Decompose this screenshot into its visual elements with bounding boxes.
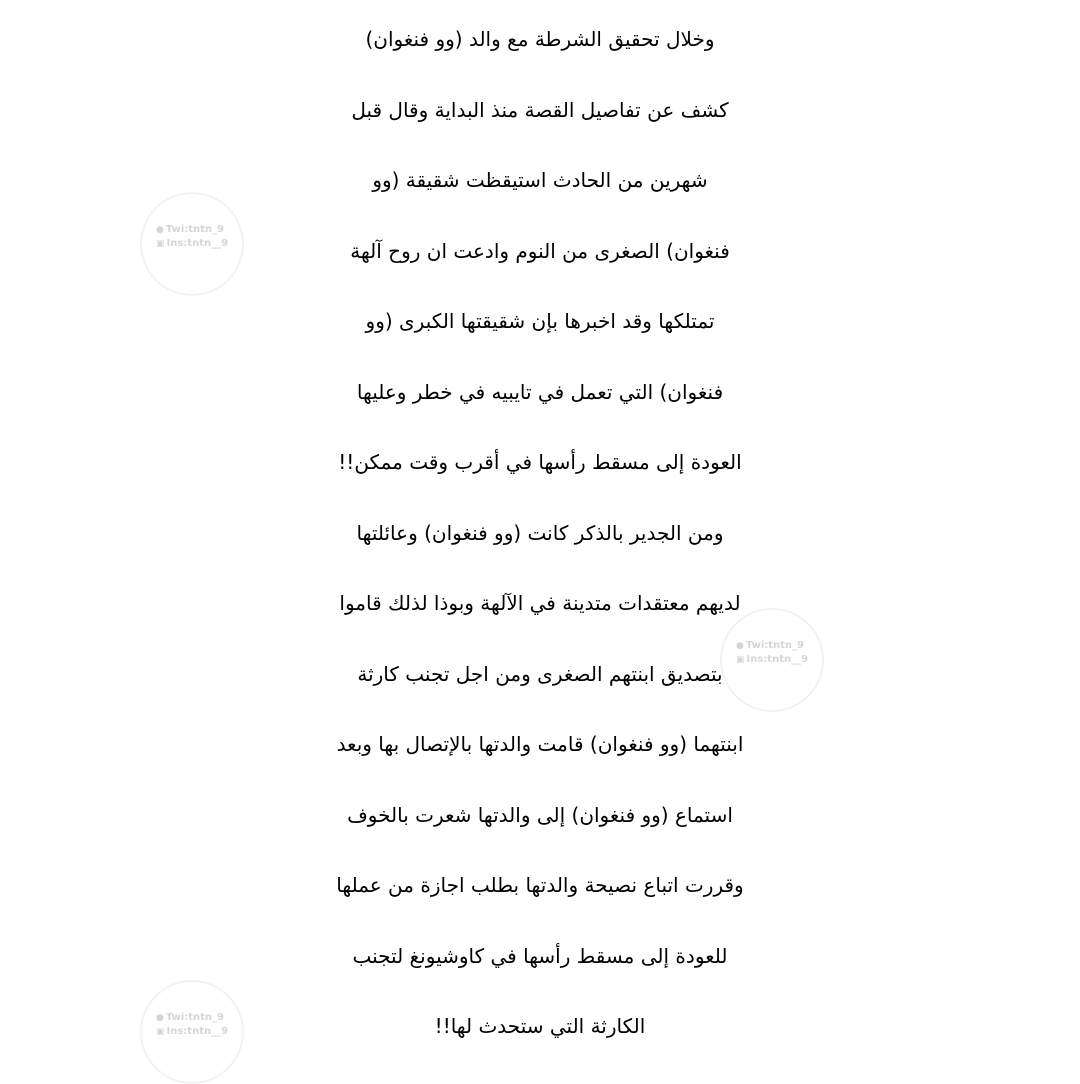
text-line: تمتلكها وقد اخبرها بإن شقيقتها الكبرى (وو [365,309,715,333]
text-line: للعودة إلى مسقط رأسها في كاوشيونغ لتجنب [352,943,728,968]
text-line: استماع (وو فنغوان) إلى والدتها شعرت بالخوف [347,802,733,827]
watermark-twitter-handle: Twi:tntn_9 [745,640,805,651]
instagram-icon: ▣ [736,655,745,665]
watermark-twitter-handle: Twi:tntn_9 [165,1012,225,1023]
watermark-twitter-handle: Twi:tntn_9 [165,224,225,235]
instagram-icon: ▣ [156,239,165,249]
text-line: ومن الجدير بالذكر كانت (وو فنغوان) وعائلتها [356,520,724,545]
twitter-bird-icon: ● [736,641,744,651]
text-line: وخلال تحقيق الشرطة مع والد (وو فنغوان) [365,27,715,51]
watermark-instagram-handle: Ins:tntn__9 [166,238,229,249]
watermark-instagram-handle: Ins:tntn__9 [746,654,809,665]
twitter-bird-icon: ● [156,1013,164,1023]
text-line: وقررت اتباع نصيحة والدتها بطلب اجازة من عملها [336,873,744,897]
text-line: كشف عن تفاصيل القصة منذ البداية وقال قبل [351,97,729,122]
instagram-icon: ▣ [156,1027,165,1037]
text-line: شهرين من الحادث استيقظت شقيقة (وو [372,168,708,192]
text-line: الكارثة التي ستحدث لها!! [434,1014,646,1038]
watermark-instagram-handle: Ins:tntn__9 [166,1026,229,1037]
text-line: العودة إلى مسقط رأسها في أقرب وقت ممكن!! [338,450,742,474]
text-line: لديهم معتقدات متدينة في الآلهة وبوذا لذلك قاموا [339,591,741,615]
text-line: فنغوان) الصغرى من النوم وادعت ان روح آلهة [350,238,730,263]
text-line: بتصديق ابنتهم الصغرى ومن اجل تجنب كارثة [357,661,723,686]
text-line: ابنتهما (وو فنغوان) قامت والدتها بالإتصال بها وبعد [336,732,744,756]
arabic-story-paragraph [0,4,1080,1062]
twitter-bird-icon: ● [156,225,164,235]
text-line: فنغوان) التي تعمل في تايبيه في خطر وعليها [356,379,724,404]
